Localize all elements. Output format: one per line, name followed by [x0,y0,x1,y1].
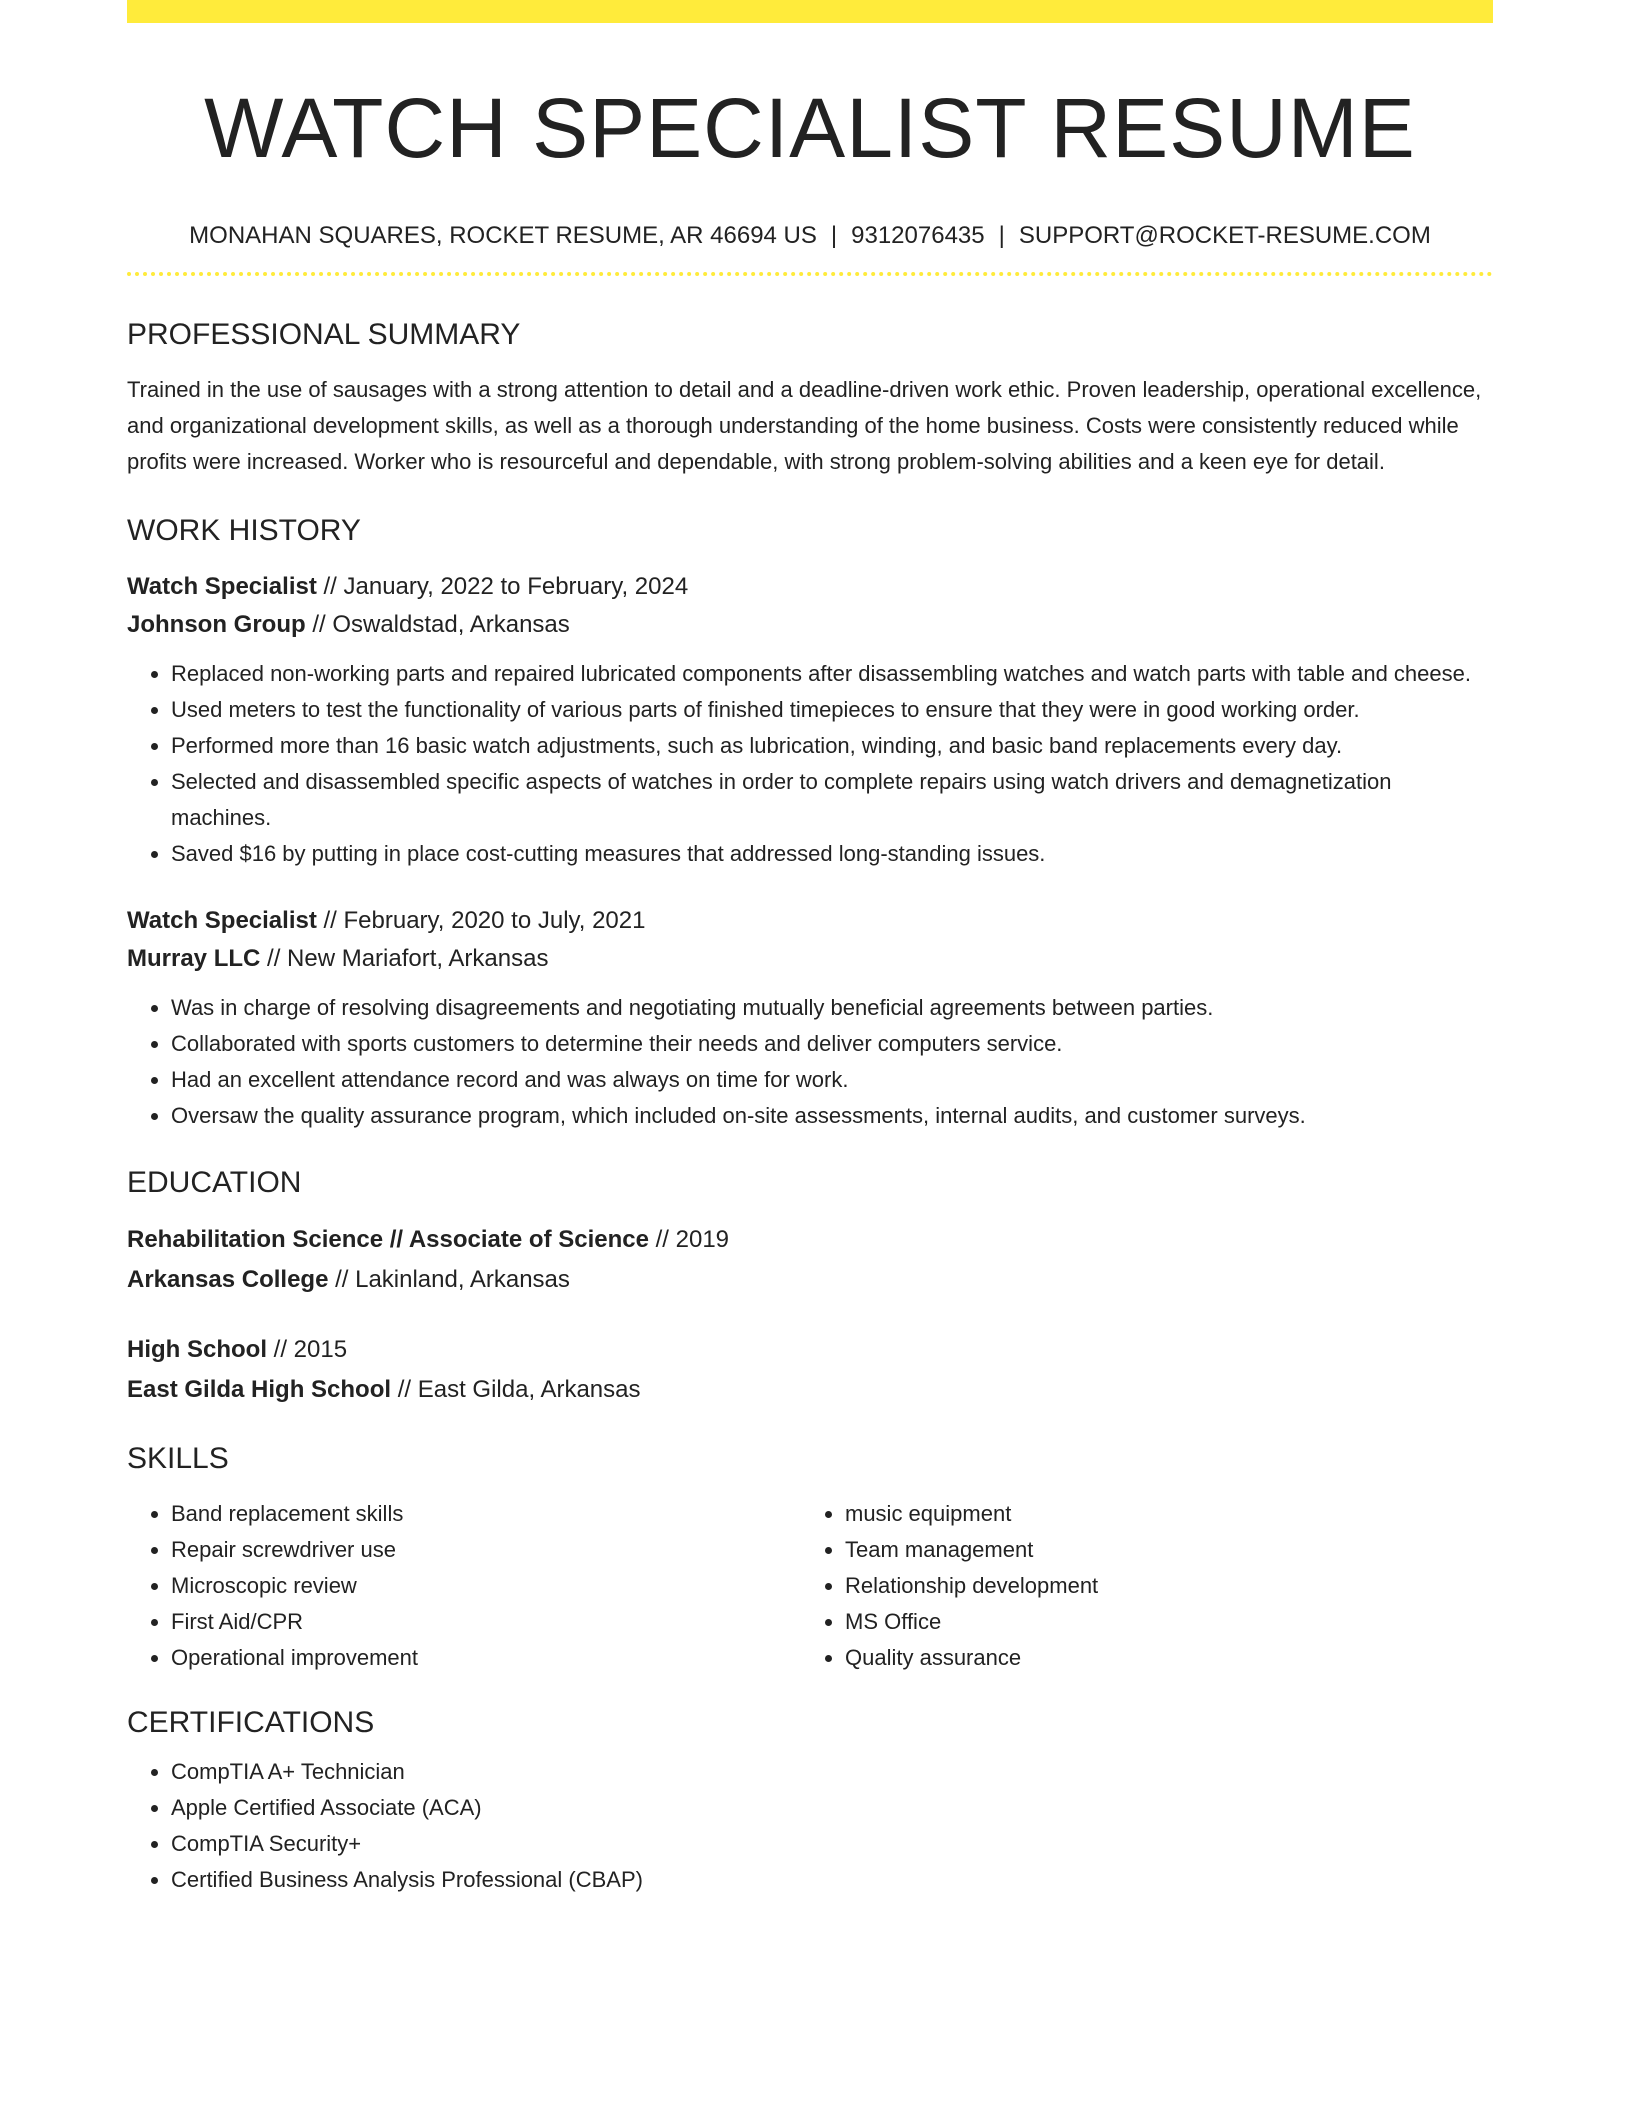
education-entry [127,1220,1493,1300]
job-dates: // January, 2022 to February, 2024 [316,573,689,600]
education-degree-line [127,1330,1493,1370]
certification-item: • CompTIA Security+ [171,1826,1493,1862]
skill-item: • MS Office [845,1604,1475,1640]
job-title-line [127,902,1493,940]
skill-item: • Repair screwdriver use [171,1532,801,1568]
education-school: East Gilda High School [127,1376,392,1403]
contact-line [127,220,1493,252]
job-title-line [127,568,1493,606]
contact-email: SUPPORT@ROCKET-RESUME.COM [1018,222,1431,249]
education-entry [127,1330,1493,1410]
education-degree: High School [127,1336,267,1363]
skills-columns [127,1496,1493,1676]
certification-item: • Apple Certified Associate (ACA) [171,1790,1493,1826]
job-bullet: • Saved $16 by putting in place cost-cutting measures that addressed long-standing issues. [171,836,1493,872]
education-heading: EDUCATION [127,1166,302,1199]
education-degree: Rehabilitation Science // Associate of Science [127,1226,649,1253]
contact-phone: 9312076435 [851,222,985,249]
job-location: // New Mariafort, Arkansas [260,945,549,972]
contact-address: MONAHAN SQUARES, ROCKET RESUME, AR 46694 US [189,222,817,249]
job-bullets [127,990,1493,1134]
skill-item: • Band replacement skills [171,1496,801,1532]
summary-text: Trained in the use of sausages with a strong attention to detail and a deadline-driven work ethic. Proven leadership, operational excellence, and organizational development skills, as well as a thorough understanding of the home business. Costs were consistently reduced while profits were increased. Worker who is resourceful and dependable, with strong problem-solving abilities and a keen eye for detail. [127,377,1482,474]
job-title: Watch Specialist [127,573,317,600]
education-location: // Lakinland, Arkansas [328,1266,570,1293]
certification-item: • Certified Business Analysis Professional (CBAP) [171,1862,1493,1898]
job-bullet: • Had an excellent attendance record and was always on time for work. [171,1062,1493,1098]
education-school-line [127,1260,1493,1300]
skills-column-left [127,1496,801,1676]
education-degree-line [127,1220,1493,1260]
education-location: // East Gilda, Arkansas [391,1376,641,1403]
job-dates: // February, 2020 to July, 2021 [316,907,646,934]
job-entry [127,568,1493,872]
contact-separator: | [998,222,1005,249]
summary-heading: PROFESSIONAL SUMMARY [127,318,521,351]
resume-content [127,0,1493,1898]
skill-item: • music equipment [845,1496,1475,1532]
skill-item: • Relationship development [845,1568,1475,1604]
certifications-list [127,1754,1493,1898]
job-bullets [127,656,1493,872]
skills-list [127,1496,801,1676]
education-year: // 2019 [648,1226,730,1253]
skill-item: • First Aid/CPR [171,1604,801,1640]
job-company: Johnson Group [127,611,306,638]
job-bullet: • Used meters to test the functionality of various parts of finished timepieces to ensure that they were in good working order. [171,692,1493,728]
skills-list [801,1496,1475,1676]
education-school: Arkansas College [127,1266,329,1293]
skill-item: • Quality assurance [845,1640,1475,1676]
skills-column-right [801,1496,1475,1676]
job-bullet: • Performed more than 16 basic watch adjustments, such as lubrication, winding, and basic band replacements every day. [171,728,1493,764]
skill-item: • Operational improvement [171,1640,801,1676]
education-year: // 2015 [267,1336,348,1363]
skill-item: • Microscopic review [171,1568,801,1604]
job-bullet: • Was in charge of resolving disagreements and negotiating mutually beneficial agreements between parties. [171,990,1493,1026]
job-location: // Oswaldstad, Arkansas [305,611,570,638]
job-company: Murray LLC [127,945,261,972]
skills-heading: SKILLS [127,1442,229,1475]
job-company-line [127,606,1493,644]
job-bullet: • Selected and disassembled specific aspects of watches in order to complete repairs using watch drivers and demagnetization machines. [171,764,1493,836]
job-bullet: • Collaborated with sports customers to determine their needs and deliver computers service. [171,1026,1493,1062]
job-bullet: • Replaced non-working parts and repaired lubricated components after disassembling watches and watch parts with table and cheese. [171,656,1493,692]
certifications-heading: CERTIFICATIONS [127,1706,375,1739]
job-company-line [127,940,1493,978]
job-bullet: • Oversaw the quality assurance program, which included on-site assessments, internal audits, and customer surveys. [171,1098,1493,1134]
job-entry [127,902,1493,1134]
resume-title: WATCH SPECIALIST RESUME [204,81,1416,175]
work-history-heading: WORK HISTORY [127,514,361,547]
skill-item: • Team management [845,1532,1475,1568]
education-school-line [127,1370,1493,1410]
certification-item: • CompTIA A+ Technician [171,1754,1493,1790]
job-title: Watch Specialist [127,907,317,934]
contact-separator: | [830,222,838,249]
dotted-divider [127,272,1493,276]
